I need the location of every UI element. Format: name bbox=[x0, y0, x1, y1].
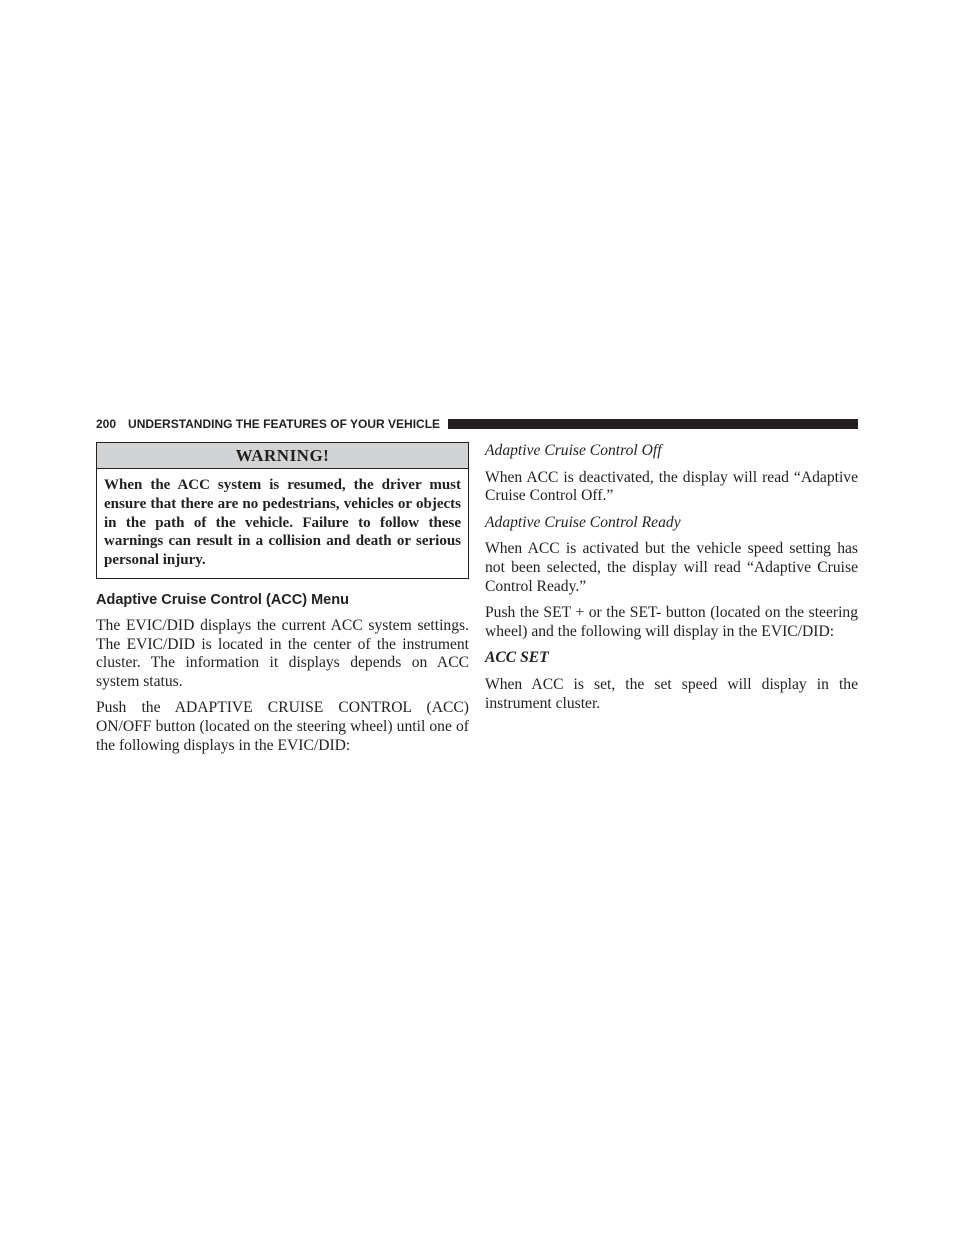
set-button-instruction: Push the SET + or the SET- button (located on the steering wheel) and the following will display in the EVIC/DID: bbox=[485, 604, 858, 640]
acc-off-text: When ACC is deactivated, the display will read “Adaptive Cruise Control Off.” bbox=[485, 468, 858, 505]
section-title: UNDERSTANDING THE FEATURES OF YOUR VEHICLE bbox=[128, 417, 441, 431]
acc-set-text: When ACC is set, the set speed will display in the instrument cluster. bbox=[485, 675, 858, 712]
left-column bbox=[96, 442, 469, 763]
acc-button-instruction-paragraph: Push the ADAPTIVE CRUISE CONTROL (ACC) ON/OFF button (located on the steering wheel) until one of the following displays in the EVIC/DID: bbox=[96, 699, 469, 754]
acc-off-heading: Adaptive Cruise Control Off bbox=[485, 442, 662, 459]
acc-set-heading: ACC SET bbox=[485, 649, 549, 667]
header-rule bbox=[448, 419, 858, 429]
page-header bbox=[96, 417, 858, 431]
warning-text: When the ACC system is resumed, the driver must ensure that there are no pedestrians, vehicles or objects in the path of the vehicle. Failure to follow these warnings can result in a collision and death or serious personal injury. bbox=[104, 477, 461, 569]
warning-title: WARNING! bbox=[97, 443, 468, 469]
acc-ready-heading: Adaptive Cruise Control Ready bbox=[485, 513, 681, 531]
acc-menu-heading: Adaptive Cruise Control (ACC) Menu bbox=[96, 591, 349, 608]
right-column bbox=[485, 442, 858, 721]
evic-description-paragraph: The EVIC/DID displays the current ACC system settings. The EVIC/DID is located in the center of the instrument cluster. The information it displays depends on ACC system status. bbox=[96, 616, 469, 690]
acc-ready-text: When ACC is activated but the vehicle speed setting has not been selected, the display will read “Adaptive Cruise Control Ready.” bbox=[485, 540, 858, 595]
page-number: 200 bbox=[96, 417, 117, 431]
warning-box bbox=[96, 442, 469, 579]
